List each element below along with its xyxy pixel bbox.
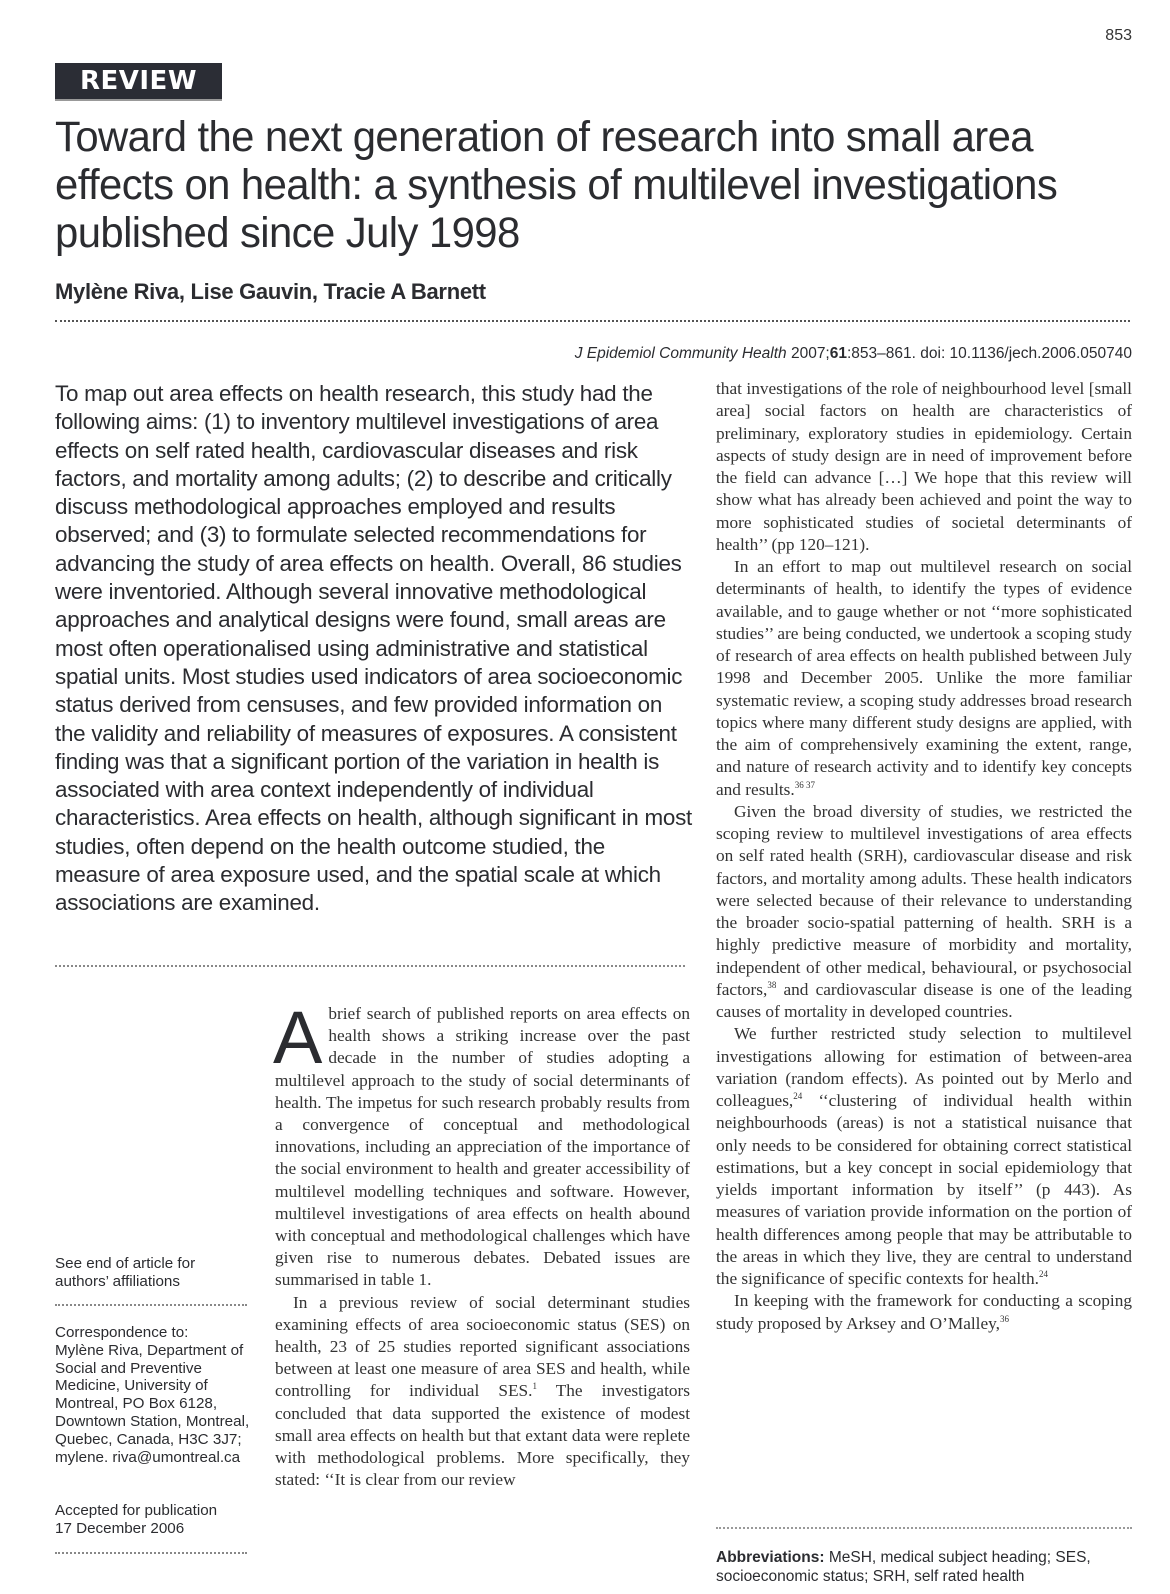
reference-marker[interactable]: 24 <box>1038 1269 1048 1279</box>
citation-pages-doi: :853–861. doi: 10.1136/jech.2006.050740 <box>847 345 1132 362</box>
accepted-date: 17 December 2006 <box>55 1519 185 1537</box>
correspondence-label: Correspondence to: <box>55 1324 189 1341</box>
abbreviations-text: MeSH, medical subject heading; SES, socioeconomic status; SRH, self rated health <box>716 1549 1091 1585</box>
body-column-middle <box>273 996 690 1491</box>
body-paragraph: We further restricted study selection to multilevel investigations allowing for estimation of between-area variation (random effects). As pointed out by Merlo and colleagues,$^{24}$ ‘‘clustering of individual health within neighbourhoods (areas) is not a statistical nuisance that only needs to be considered for obtaining correct statistical estimations, but a key concept in social epidemiology that yields important information by itself’’ (p 443). As measures of variation provide information on the portion of health differences among people that may be attributable to the areas in which they live, they are central to understand the significance of specific contexts for health.$^{24}$ <box>716 1024 1132 1288</box>
article-title: Toward the next generation of research into small area effects on health: a synthesis of multilevel investigations published since July 1998 <box>55 114 1058 257</box>
footnote-divider <box>716 1527 1132 1529</box>
sidebar-divider <box>55 1304 247 1306</box>
author-list: Mylène Riva, Lise Gauvin, Tracie A Barnett <box>55 279 486 304</box>
body-paragraph: In an effort to map out multilevel research on social determinants of health, to identify the types of evidence available, and to gauge whether or not ‘‘more sophisticated studies’’ are being conducted, we undertook a scoping study of research of area effects on health published between July 1998 and December 2005. Unlike the more familiar systematic review, a scoping study addresses broad research topics where many different study designs are applied, with the aim of comprehensively examining the extent, range, and nature of research activity and to identify key concepts and results.$^{36 37}$ <box>716 557 1132 799</box>
citation-line <box>575 345 1132 363</box>
body-paragraph: Given the broad diversity of studies, we restricted the scoping review to multilevel investigations of area effects on self rated health (SRH), cardiovascular disease and risk factors, and mortality among adults. These health indicators were selected because of their relevance to understanding the broader socio-spatial patterning of health. SRH is a highly predictive measure of morbidity and mortality, independent of other medical, behavioural, or psychosocial factors,$^{38}$ and cardiovascular disease is one of the leading causes of mortality in developed countries. <box>716 801 1132 1021</box>
reference-marker[interactable]: 24 <box>793 1091 803 1101</box>
affiliations-note: See end of article for authors’ affiliations <box>55 1255 196 1290</box>
accepted-label: Accepted for publication <box>55 1502 218 1519</box>
body-paragraph: that investigations of the role of neighbourhood level [small area] social factors on health are characteristics of preliminary, exploratory studies in epidemiology. Certain aspects of study design are in need of improvement before the field can advance […] We hope that this review will show what has already been achieved and point the way to more sophisticated studies of societal determinants of health’’ (pp 120–121). <box>716 379 1132 554</box>
correspondence-block <box>55 1324 250 1466</box>
journal-name: J Epidemiol Community Health <box>574 345 787 362</box>
reference-marker[interactable]: 36 <box>999 1313 1009 1324</box>
body-column-right <box>716 378 1132 1335</box>
section-badge: REVIEW <box>55 63 222 101</box>
body-paragraph: Abrief search of published reports on area effects on health shows a striking increase over the past decade in the number of studies adopting a multilevel approach to the study of social determinants of health. The impetus for such research probably results from a convergence of conceptual and methodological innovations, including an appreciation of the importance of the social environment to health and greater accessibility of multilevel modelling techniques and software. However, multilevel investigations of area effects on health abound with conceptual and methodological challenges which have given rise to numerous debates. Debated issues are summarised in table 1. <box>273 996 690 1290</box>
header-divider <box>55 320 1130 322</box>
page-number: 853 <box>1105 27 1132 44</box>
accepted-block <box>55 1502 250 1538</box>
body-paragraph: In a previous review of social determinant studies examining effects of area socioeconomic status (SES) on health, 23 of 25 studies reported significant associations between at least one measure of area SES and health, while controlling for individual SES.$^1$ The investigators concluded that data supported the existence of modest small area effects on health but that extant data were replete with methodological problems. More specifically, they stated: ‘‘It is clear from our review <box>275 1292 690 1490</box>
abstract-divider <box>55 965 685 967</box>
reference-marker[interactable]: 36 37 <box>794 779 815 790</box>
drop-cap: A <box>273 996 323 1079</box>
sidebar-divider <box>55 1552 247 1554</box>
correspondence-address: Mylène Riva, Department of Social and Preventive Medicine, University of Montreal, PO Box 6128, Downtown Station, Montreal, Quebec, Canada, H3C 3J7; mylene. riva@umontreal.ca <box>55 1341 250 1466</box>
citation-year: 2007; <box>790 345 830 362</box>
abbreviations-footnote <box>716 1548 1136 1586</box>
abbreviations-label: Abbreviations: <box>716 1549 825 1566</box>
body-paragraph: In keeping with the framework for conducting a scoping study proposed by Arksey and O’Malley,$^{36}$ <box>716 1291 1132 1333</box>
reference-marker[interactable]: 1 <box>532 1381 537 1392</box>
citation-volume: 61 <box>829 345 847 362</box>
reference-marker[interactable]: 38 <box>767 979 777 990</box>
abstract: To map out area effects on health research, this study had the following aims: (1) to inventory multilevel investigations of area effects on self rated health, cardiovascular diseases and risk factors, and mortality among adults; (2) to describe and critically discuss methodological approaches employed and results observed; and (3) to formulate selected recommendations for advancing the study of area effects on health. Overall, 86 studies were inventoried. Although several innovative methodological approaches and analytical designs were found, small areas are most often operationalised using administrative and statistical spatial units. Most studies used indicators of area socioeconomic status derived from censuses, and few provided information on the validity and reliability of measures of exposures. A consistent finding was that a significant portion of the variation in health is associated with area context independently of individual characteristics. Area effects on health, although significant in most studies, often depend on the health outcome studied, the measure of area exposure used, and the spatial scale at which associations are examined. <box>55 381 692 916</box>
